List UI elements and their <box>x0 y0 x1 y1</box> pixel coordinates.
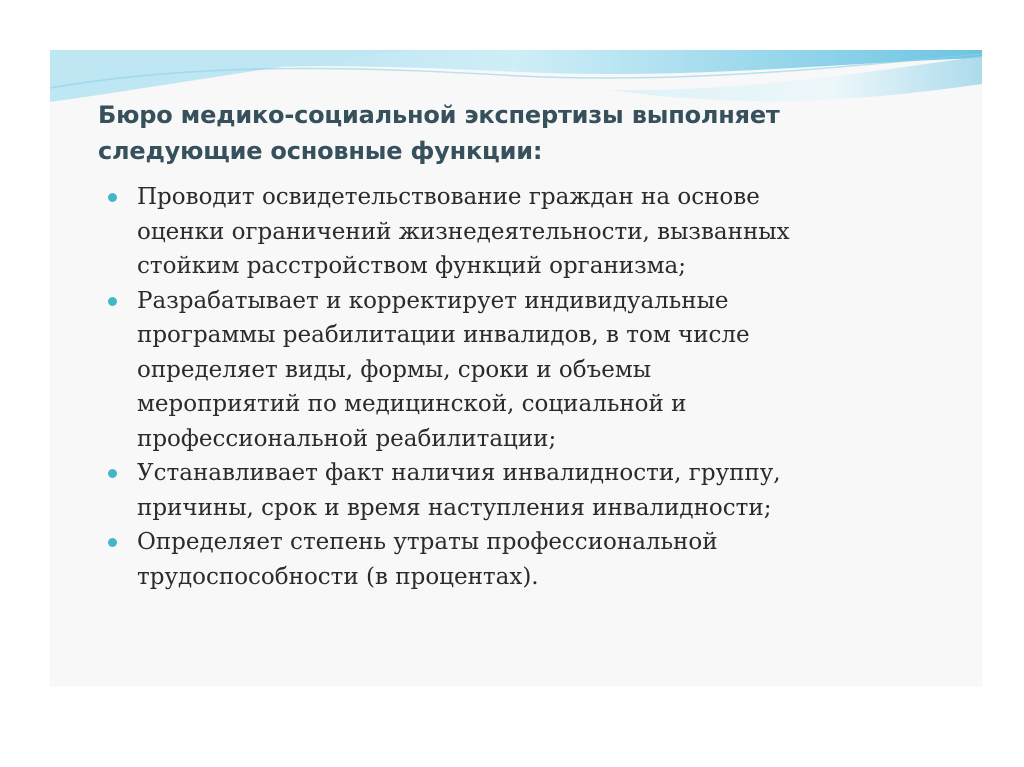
list-item-text <box>137 525 958 594</box>
list-item-line: профессиональной реабилитации; <box>137 425 557 452</box>
list-item-line: причины, срок и время наступления инвалидности; <box>137 494 772 521</box>
list-item-line: Проводит освидетельствование граждан на основе <box>137 184 760 210</box>
list-item-line: Определяет степень утраты профессиональной <box>137 529 718 555</box>
list-item <box>108 456 958 525</box>
list-item <box>108 525 958 594</box>
list-item-line: программы реабилитации инвалидов, в том числе <box>137 322 750 348</box>
list-item-text <box>137 456 958 525</box>
bullet-icon <box>108 193 117 202</box>
list-item-line: оценки ограничений жизнедеятельности, вызванных <box>137 218 790 245</box>
list-item-line: Устанавливает факт наличия инвалидности, группу, <box>137 460 781 486</box>
slide-title <box>98 97 938 169</box>
list-item-line: Разрабатывает и корректирует индивидуальные <box>137 287 729 314</box>
list-item-line: мероприятий по медицинской, социальной и <box>137 391 687 417</box>
slide <box>50 50 982 686</box>
bullet-icon <box>108 538 117 547</box>
function-list <box>108 180 958 594</box>
bullet-icon <box>108 469 117 478</box>
list-item <box>108 284 958 457</box>
list-item-line: трудоспособности (в процентах). <box>137 563 539 590</box>
bullet-icon <box>108 297 117 306</box>
list-item-line: определяет виды, формы, сроки и объемы <box>137 356 652 383</box>
list-item <box>108 180 958 284</box>
list-item-text <box>137 180 958 284</box>
slide-title-line: Бюро медико-социальной экспертизы выполняет <box>98 101 780 129</box>
list-item-text <box>137 284 958 457</box>
list-item-line: стойким расстройством функций организма; <box>137 253 687 279</box>
slide-title-line: следующие основные функции: <box>98 137 543 165</box>
